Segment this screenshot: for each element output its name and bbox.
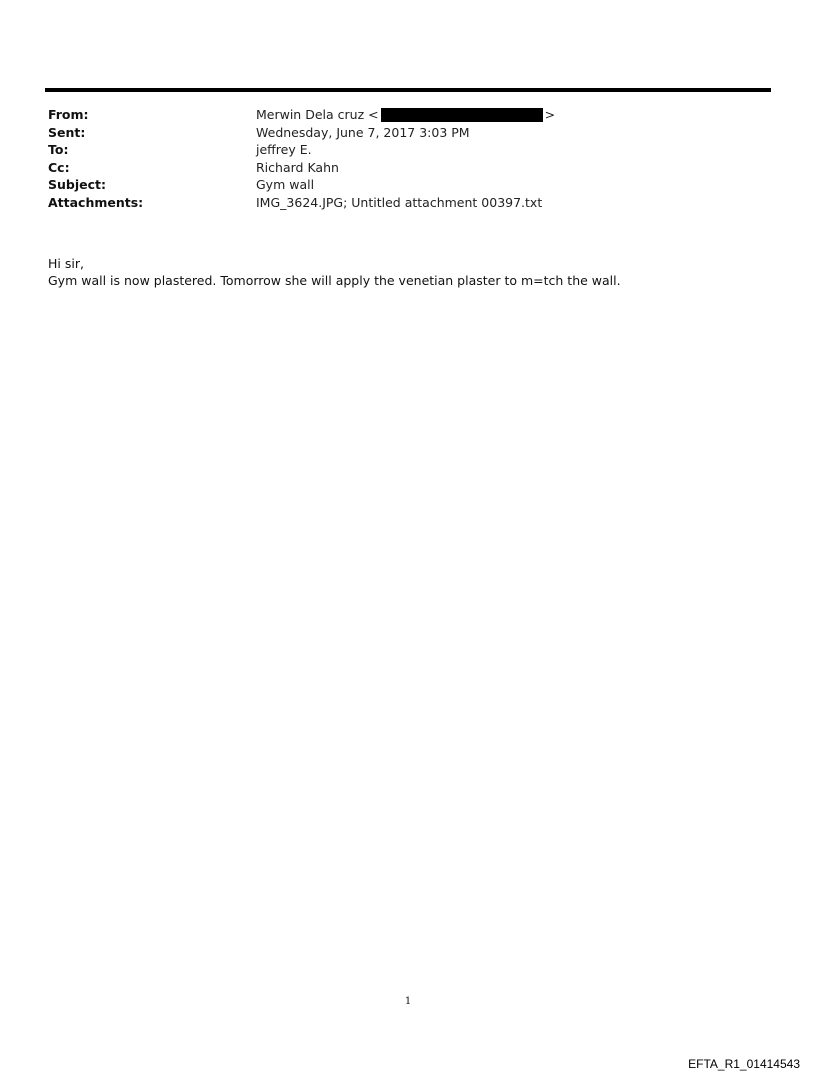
email-body [48,255,621,289]
cc-row [48,159,748,177]
from-label: From: [48,107,89,123]
cc-value: Richard Kahn [256,159,339,175]
from-value [256,107,555,122]
email-header [48,106,748,211]
redacted-email-block [381,108,543,122]
to-value: jeffrey E. [256,142,312,158]
sent-value: Wednesday, June 7, 2017 3:03 PM [256,124,470,140]
attachments-row [48,194,748,212]
greeting-line: Hi sir, [48,256,84,271]
attachments-label: Attachments: [48,194,144,210]
from-row [48,106,748,124]
page-number: 1 [404,996,412,1007]
message-line: Gym wall is now plastered. Tomorrow she will apply the venetian plaster to m=tch the wall. [48,273,621,288]
bates-number: EFTA_R1_01414543 [688,1057,800,1071]
attachments-value: IMG_3624.JPG; Untitled attachment 00397.txt [256,194,543,210]
from-name: Merwin Dela cruz < [256,107,379,123]
header-divider [45,88,771,92]
to-row [48,141,748,159]
sent-label: Sent: [48,124,86,140]
sent-row [48,124,748,142]
subject-value: Gym wall [256,177,315,193]
to-label: To: [48,142,69,158]
cc-label: Cc: [48,159,70,175]
from-close-bracket: > [544,107,556,123]
subject-row [48,176,748,194]
subject-label: Subject: [48,177,106,193]
